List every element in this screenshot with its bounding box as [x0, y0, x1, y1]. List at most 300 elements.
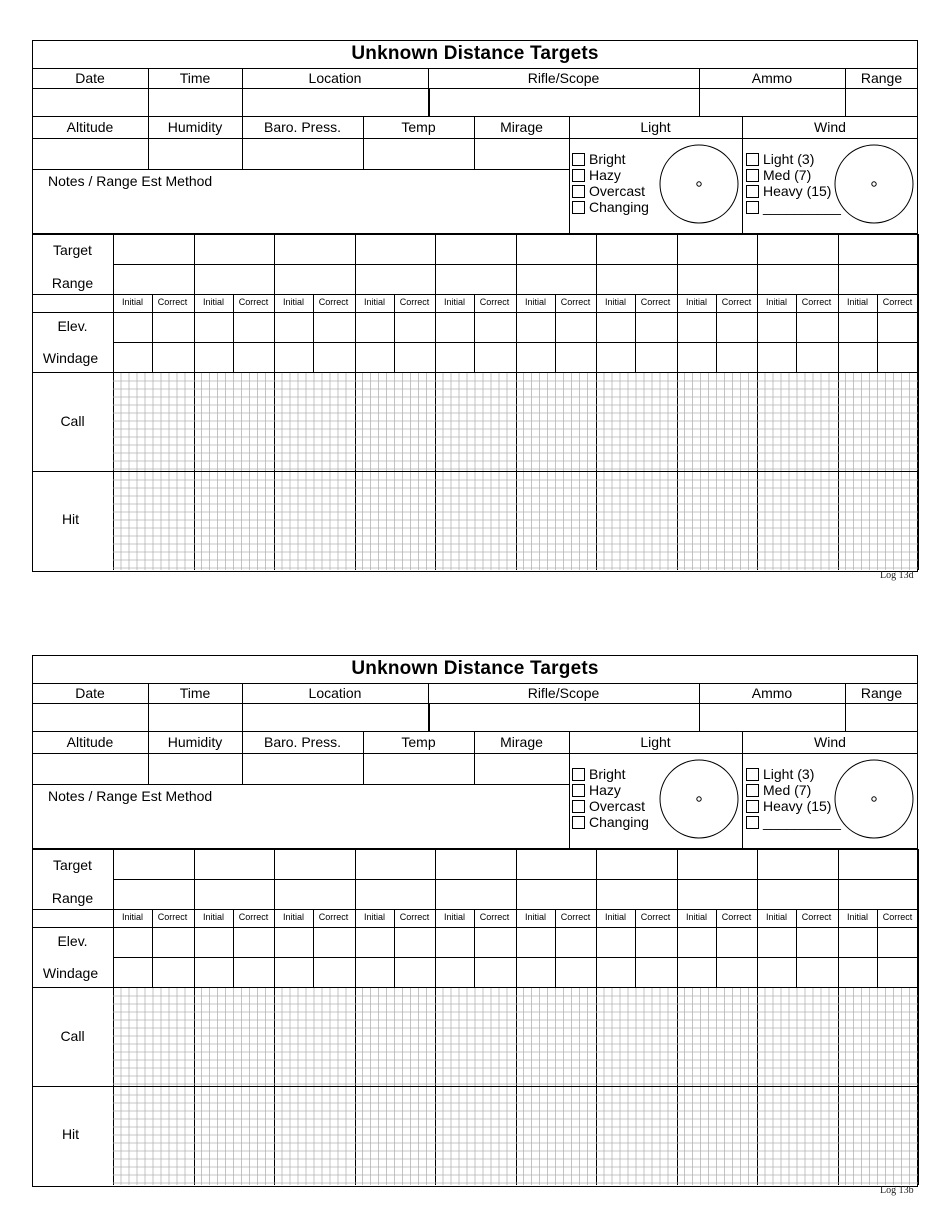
light-checkbox[interactable]	[572, 816, 585, 829]
wind-checkbox[interactable]	[746, 169, 759, 182]
windage-correct-field[interactable]	[636, 958, 675, 986]
target-field[interactable]	[436, 850, 515, 878]
windage-initial-field[interactable]	[114, 958, 151, 986]
location-label: Location	[308, 685, 362, 701]
rule-line	[242, 116, 243, 169]
light-option	[572, 782, 621, 798]
light-option-label: Overcast	[589, 798, 646, 814]
correct-label: Correct	[721, 912, 752, 922]
wind-option-label: Heavy (15)	[763, 798, 832, 814]
light-option-label: Hazy	[589, 782, 621, 798]
correct-label: Correct	[801, 297, 832, 307]
windage-initial-field[interactable]	[436, 343, 473, 371]
elev-initial-field[interactable]	[758, 313, 795, 341]
range-field[interactable]	[356, 880, 435, 908]
rule-line	[32, 471, 918, 472]
center-dot	[872, 182, 876, 186]
rule-line	[699, 68, 700, 116]
initial-label: Initial	[685, 297, 707, 307]
temp-label: Temp	[401, 734, 436, 750]
light-checkbox[interactable]	[572, 800, 585, 813]
wind-circle	[835, 760, 913, 838]
center-dot	[697, 182, 701, 186]
elev-correct-field[interactable]	[636, 313, 675, 341]
correct-label: Correct	[238, 297, 269, 307]
date-label: Date	[75, 70, 105, 86]
wind-direction-diagram[interactable]	[833, 758, 915, 840]
initial-label: Initial	[202, 297, 224, 307]
rule-line	[474, 116, 475, 169]
wind-option	[746, 798, 831, 814]
elev-label: Elev.	[57, 318, 88, 334]
form-title: Unknown Distance Targets	[351, 43, 599, 64]
elev-correct-field[interactable]	[878, 928, 917, 956]
rule-line	[148, 731, 149, 784]
elev-initial-field[interactable]	[436, 313, 473, 341]
target-field[interactable]	[517, 850, 596, 878]
baro-press-label: Baro. Press.	[263, 119, 342, 135]
windage-initial-field[interactable]	[436, 958, 473, 986]
windage-correct-field[interactable]	[395, 343, 434, 371]
elev-correct-field[interactable]	[234, 928, 273, 956]
correct-label: Correct	[640, 912, 671, 922]
target-field[interactable]	[839, 850, 918, 878]
range-field[interactable]	[114, 880, 193, 908]
elev-correct-field[interactable]	[475, 928, 514, 956]
baro-press-field[interactable]	[243, 754, 362, 782]
windage-label: Windage	[42, 350, 99, 366]
rifle-scope-label: Rifle/Scope	[527, 685, 600, 701]
rifle-scope-label: Rifle/Scope	[527, 70, 600, 86]
target-field[interactable]	[114, 850, 193, 878]
wind-option	[746, 766, 814, 782]
elev-correct-field[interactable]	[636, 928, 675, 956]
rule-line	[32, 372, 918, 373]
elev-correct-field[interactable]	[556, 313, 595, 341]
light-option	[572, 167, 621, 183]
notes-field[interactable]	[33, 805, 568, 847]
rule-line	[32, 1086, 918, 1087]
time-label: Time	[179, 70, 211, 86]
initial-label: Initial	[604, 297, 626, 307]
light-checkbox[interactable]	[572, 784, 585, 797]
windage-correct-field[interactable]	[878, 343, 917, 371]
windage-correct-field[interactable]	[475, 343, 514, 371]
range-field[interactable]	[846, 704, 917, 731]
correct-label: Correct	[399, 912, 430, 922]
elev-correct-field[interactable]	[475, 313, 514, 341]
windage-initial-field[interactable]	[597, 958, 634, 986]
target-field[interactable]	[678, 235, 757, 263]
windage-initial-field[interactable]	[275, 958, 312, 986]
target-field[interactable]	[758, 850, 837, 878]
elev-initial-field[interactable]	[356, 928, 393, 956]
wind-label: Wind	[814, 119, 846, 135]
windage-initial-field[interactable]	[356, 958, 393, 986]
initial-label: Initial	[282, 297, 304, 307]
rule-line	[742, 731, 743, 849]
rule-line	[32, 703, 918, 704]
time-field[interactable]	[149, 704, 241, 731]
time-label: Time	[179, 685, 211, 701]
windage-initial-field[interactable]	[758, 343, 795, 371]
humidity-label: Humidity	[167, 734, 223, 750]
light-checkbox[interactable]	[572, 169, 585, 182]
rule-line	[242, 731, 243, 784]
windage-initial-field[interactable]	[275, 343, 312, 371]
humidity-field[interactable]	[149, 139, 241, 167]
wind-option	[746, 167, 811, 183]
correct-label: Correct	[882, 297, 913, 307]
correct-label: Correct	[560, 297, 591, 307]
baro-press-field[interactable]	[243, 139, 362, 167]
initial-label: Initial	[443, 912, 465, 922]
elev-correct-field[interactable]	[153, 313, 192, 341]
notes-field[interactable]	[33, 190, 568, 232]
target-field[interactable]	[597, 850, 676, 878]
range-label: Range	[51, 275, 94, 291]
location-field[interactable]	[243, 89, 427, 116]
elev-label: Elev.	[57, 933, 88, 949]
range-label: Range	[860, 685, 903, 701]
wind-checkbox[interactable]	[746, 201, 759, 214]
altitude-field[interactable]	[33, 139, 147, 167]
elev-initial-field[interactable]	[275, 313, 312, 341]
mirage-label: Mirage	[500, 734, 543, 750]
windage-initial-field[interactable]	[839, 958, 876, 986]
wind-checkbox[interactable]	[746, 784, 759, 797]
rifle-scope-field[interactable]	[429, 704, 698, 731]
wind-option-label: __________	[763, 814, 841, 830]
wind-option	[746, 782, 811, 798]
range-field[interactable]	[195, 880, 274, 908]
windage-initial-field[interactable]	[678, 343, 715, 371]
windage-correct-field[interactable]	[878, 958, 917, 986]
correct-label: Correct	[640, 297, 671, 307]
wind-option-label: __________	[763, 199, 841, 215]
humidity-label: Humidity	[167, 119, 223, 135]
elev-initial-field[interactable]	[839, 313, 876, 341]
elev-initial-field[interactable]	[436, 928, 473, 956]
mirage-field[interactable]	[475, 139, 568, 167]
light-option	[572, 183, 645, 199]
target-field[interactable]	[839, 235, 918, 263]
windage-correct-field[interactable]	[475, 958, 514, 986]
range-label: Range	[51, 890, 94, 906]
rule-line	[242, 683, 243, 731]
elev-initial-field[interactable]	[195, 313, 232, 341]
light-direction-diagram[interactable]	[658, 143, 740, 225]
range-field[interactable]	[114, 265, 193, 293]
windage-initial-field[interactable]	[678, 958, 715, 986]
windage-correct-field[interactable]	[314, 958, 353, 986]
wind-checkbox[interactable]	[746, 153, 759, 166]
windage-initial-field[interactable]	[517, 343, 554, 371]
target-field[interactable]	[275, 235, 354, 263]
correct-label: Correct	[479, 912, 510, 922]
rule-line	[242, 68, 243, 116]
notes-label: Notes / Range Est Method	[48, 788, 213, 804]
initial-label: Initial	[846, 297, 868, 307]
light-option-label: Changing	[589, 814, 649, 830]
elev-initial-field[interactable]	[275, 928, 312, 956]
windage-correct-field[interactable]	[797, 958, 836, 986]
rule-line	[742, 116, 743, 234]
date-label: Date	[75, 685, 105, 701]
wind-checkbox[interactable]	[746, 768, 759, 781]
light-option	[572, 151, 626, 167]
wind-option	[746, 183, 831, 199]
elev-correct-field[interactable]	[153, 928, 192, 956]
elev-initial-field[interactable]	[114, 928, 151, 956]
target-field[interactable]	[195, 235, 274, 263]
wind-option-label: Light (3)	[763, 151, 815, 167]
time-field[interactable]	[149, 89, 241, 116]
light-option	[572, 766, 626, 782]
date-field[interactable]	[33, 704, 147, 731]
rule-line	[148, 68, 149, 116]
range-field[interactable]	[597, 880, 676, 908]
elev-correct-field[interactable]	[717, 313, 756, 341]
range-field[interactable]	[846, 89, 917, 116]
elev-initial-field[interactable]	[517, 928, 554, 956]
light-checkbox[interactable]	[572, 201, 585, 214]
initial-label: Initial	[604, 912, 626, 922]
rule-line	[32, 987, 918, 988]
ammo-label: Ammo	[751, 70, 793, 86]
target-field[interactable]	[356, 850, 435, 878]
wind-option	[746, 814, 841, 830]
elev-correct-field[interactable]	[234, 313, 273, 341]
windage-initial-field[interactable]	[195, 343, 232, 371]
windage-correct-field[interactable]	[797, 343, 836, 371]
rifle-scope-field[interactable]	[429, 89, 698, 116]
rule-line	[32, 294, 918, 295]
altitude-label: Altitude	[66, 119, 114, 135]
windage-correct-field[interactable]	[636, 343, 675, 371]
wind-option	[746, 151, 814, 167]
elev-initial-field[interactable]	[597, 313, 634, 341]
rule-line	[918, 234, 919, 570]
light-checkbox[interactable]	[572, 153, 585, 166]
wind-checkbox[interactable]	[746, 816, 759, 829]
light-circle	[660, 760, 738, 838]
initial-label: Initial	[765, 297, 787, 307]
center-dot	[872, 797, 876, 801]
rule-line	[918, 849, 919, 1185]
elev-initial-field[interactable]	[356, 313, 393, 341]
rule-line	[845, 683, 846, 731]
baro-press-label: Baro. Press.	[263, 734, 342, 750]
form-title: Unknown Distance Targets	[351, 658, 599, 679]
humidity-field[interactable]	[149, 754, 241, 782]
mirage-label: Mirage	[500, 119, 543, 135]
target-field[interactable]	[195, 850, 274, 878]
range-field[interactable]	[275, 880, 354, 908]
range-field[interactable]	[275, 265, 354, 293]
mirage-field[interactable]	[475, 754, 568, 782]
windage-initial-field[interactable]	[597, 343, 634, 371]
windage-correct-field[interactable]	[153, 343, 192, 371]
range-field[interactable]	[597, 265, 676, 293]
light-checkbox[interactable]	[572, 768, 585, 781]
range-field[interactable]	[195, 265, 274, 293]
windage-initial-field[interactable]	[356, 343, 393, 371]
initial-label: Initial	[121, 912, 143, 922]
correct-label: Correct	[399, 297, 430, 307]
wind-option-label: Light (3)	[763, 766, 815, 782]
target-field[interactable]	[597, 235, 676, 263]
windage-correct-field[interactable]	[556, 958, 595, 986]
windage-initial-field[interactable]	[114, 343, 151, 371]
center-dot	[697, 797, 701, 801]
altitude-field[interactable]	[33, 754, 147, 782]
elev-correct-field[interactable]	[797, 928, 836, 956]
elev-correct-field[interactable]	[717, 928, 756, 956]
target-field[interactable]	[517, 235, 596, 263]
windage-initial-field[interactable]	[758, 958, 795, 986]
range-field[interactable]	[839, 265, 918, 293]
temp-label: Temp	[401, 119, 436, 135]
initial-label: Initial	[121, 297, 143, 307]
rule-line	[32, 753, 918, 754]
light-option-label: Bright	[589, 151, 626, 167]
initial-label: Initial	[282, 912, 304, 922]
location-label: Location	[308, 70, 362, 86]
light-option-label: Changing	[589, 199, 649, 215]
windage-correct-field[interactable]	[717, 958, 756, 986]
range-field[interactable]	[356, 265, 435, 293]
target-field[interactable]	[356, 235, 435, 263]
light-option-label: Hazy	[589, 167, 621, 183]
range-field[interactable]	[436, 265, 515, 293]
correct-label: Correct	[318, 297, 349, 307]
wind-option-label: Med (7)	[763, 782, 812, 798]
elev-initial-field[interactable]	[678, 928, 715, 956]
elev-initial-field[interactable]	[597, 928, 634, 956]
date-field[interactable]	[33, 89, 147, 116]
light-label: Light	[640, 734, 671, 750]
range-field[interactable]	[758, 880, 837, 908]
range-field[interactable]	[678, 880, 757, 908]
initial-label: Initial	[363, 912, 385, 922]
windage-correct-field[interactable]	[153, 958, 192, 986]
elev-correct-field[interactable]	[878, 313, 917, 341]
elev-initial-field[interactable]	[517, 313, 554, 341]
ammo-field[interactable]	[700, 89, 844, 116]
rule-line	[32, 169, 569, 170]
elev-correct-field[interactable]	[797, 313, 836, 341]
rule-line	[363, 731, 364, 784]
elev-initial-field[interactable]	[839, 928, 876, 956]
target-field[interactable]	[114, 235, 193, 263]
correct-label: Correct	[157, 297, 188, 307]
target-field[interactable]	[436, 235, 515, 263]
altitude-label: Altitude	[66, 734, 114, 750]
rule-line	[569, 731, 570, 849]
initial-label: Initial	[524, 912, 546, 922]
rule-line	[32, 88, 918, 89]
wind-direction-diagram[interactable]	[833, 143, 915, 225]
wind-circle	[835, 145, 913, 223]
light-option	[572, 814, 649, 830]
elev-correct-field[interactable]	[395, 313, 434, 341]
elev-correct-field[interactable]	[395, 928, 434, 956]
hit-label: Hit	[61, 511, 80, 527]
wind-option-label: Med (7)	[763, 167, 812, 183]
ammo-field[interactable]	[700, 704, 844, 731]
windage-correct-field[interactable]	[234, 343, 273, 371]
windage-correct-field[interactable]	[234, 958, 273, 986]
windage-correct-field[interactable]	[395, 958, 434, 986]
elev-initial-field[interactable]	[114, 313, 151, 341]
call-label: Call	[60, 1028, 85, 1044]
range-field[interactable]	[678, 265, 757, 293]
elev-initial-field[interactable]	[195, 928, 232, 956]
windage-initial-field[interactable]	[195, 958, 232, 986]
wind-option-label: Heavy (15)	[763, 183, 832, 199]
elev-initial-field[interactable]	[678, 313, 715, 341]
windage-initial-field[interactable]	[517, 958, 554, 986]
hit-label: Hit	[61, 1126, 80, 1142]
correct-label: Correct	[238, 912, 269, 922]
correct-label: Correct	[479, 297, 510, 307]
light-checkbox[interactable]	[572, 185, 585, 198]
rule-line	[148, 116, 149, 169]
rule-line	[32, 909, 918, 910]
correct-label: Correct	[560, 912, 591, 922]
location-field[interactable]	[243, 704, 427, 731]
windage-correct-field[interactable]	[314, 343, 353, 371]
range-field[interactable]	[517, 880, 596, 908]
target-field[interactable]	[678, 850, 757, 878]
range-field[interactable]	[839, 880, 918, 908]
temp-field[interactable]	[364, 139, 473, 167]
light-option	[572, 199, 649, 215]
temp-field[interactable]	[364, 754, 473, 782]
windage-initial-field[interactable]	[839, 343, 876, 371]
target-label: Target	[53, 242, 92, 258]
light-circle	[660, 145, 738, 223]
target-field[interactable]	[758, 235, 837, 263]
initial-label: Initial	[846, 912, 868, 922]
range-field[interactable]	[436, 880, 515, 908]
elev-correct-field[interactable]	[556, 928, 595, 956]
elev-correct-field[interactable]	[314, 928, 353, 956]
wind-checkbox[interactable]	[746, 185, 759, 198]
log-number: Log 13d	[880, 570, 914, 581]
rule-line	[474, 731, 475, 784]
elev-initial-field[interactable]	[758, 928, 795, 956]
range-field[interactable]	[517, 265, 596, 293]
wind-checkbox[interactable]	[746, 800, 759, 813]
light-label: Light	[640, 119, 671, 135]
light-direction-diagram[interactable]	[658, 758, 740, 840]
log-number: Log 13b	[880, 1185, 914, 1196]
light-option	[572, 798, 645, 814]
initial-label: Initial	[202, 912, 224, 922]
target-field[interactable]	[275, 850, 354, 878]
range-field[interactable]	[758, 265, 837, 293]
correct-label: Correct	[318, 912, 349, 922]
elev-correct-field[interactable]	[314, 313, 353, 341]
windage-correct-field[interactable]	[717, 343, 756, 371]
windage-label: Windage	[42, 965, 99, 981]
distance-log-form	[32, 40, 918, 572]
wind-option	[746, 199, 841, 215]
windage-correct-field[interactable]	[556, 343, 595, 371]
notes-label: Notes / Range Est Method	[48, 173, 213, 189]
